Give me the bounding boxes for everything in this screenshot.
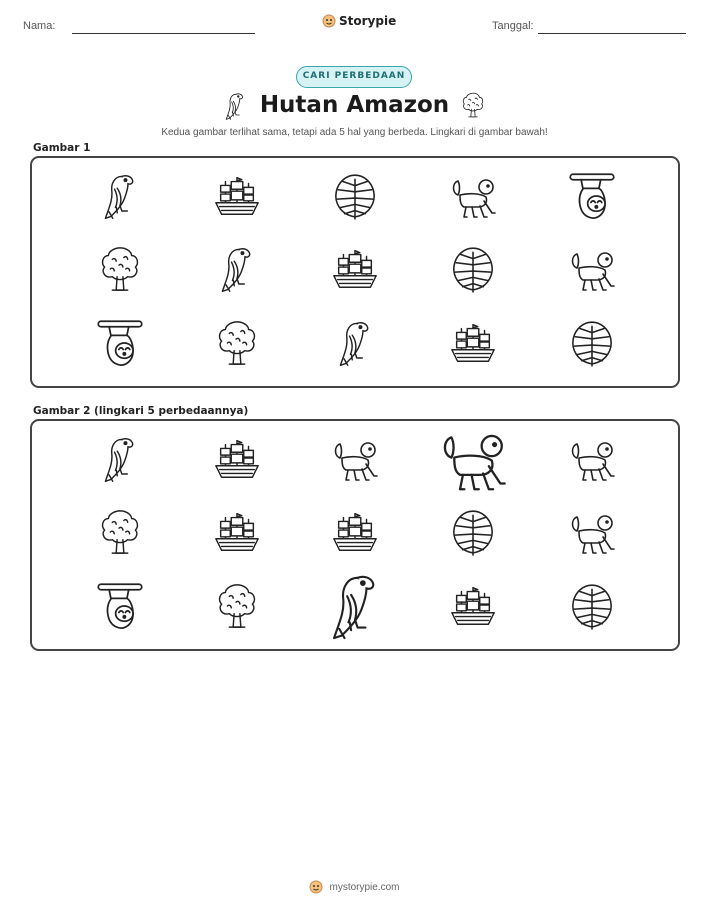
ship-icon[interactable] bbox=[212, 507, 262, 557]
activity-badge: CARI PERBEDAAN bbox=[296, 66, 412, 88]
ship-icon bbox=[212, 171, 262, 221]
tree-icon bbox=[95, 244, 145, 294]
tree-icon[interactable] bbox=[212, 581, 262, 631]
page-title: Hutan Amazon bbox=[259, 92, 450, 118]
monkey-icon bbox=[448, 171, 498, 221]
tree-icon bbox=[461, 91, 485, 119]
monstera-leaf-icon bbox=[448, 244, 498, 294]
picture-2-panel[interactable] bbox=[30, 419, 680, 651]
monkey-icon[interactable] bbox=[437, 423, 509, 495]
sloth-icon[interactable] bbox=[95, 581, 145, 631]
picture-2-label: Gambar 2 (lingkari 5 perbedaannya) bbox=[33, 405, 249, 417]
monkey-icon[interactable] bbox=[567, 507, 617, 557]
monstera-leaf-icon[interactable] bbox=[448, 507, 498, 557]
ship-icon bbox=[330, 244, 380, 294]
monkey-icon bbox=[567, 244, 617, 294]
ship-icon bbox=[448, 318, 498, 368]
date-label: Tanggal: bbox=[492, 20, 534, 32]
ship-icon[interactable] bbox=[448, 581, 498, 631]
ship-icon[interactable] bbox=[330, 507, 380, 557]
parrot-icon[interactable] bbox=[319, 570, 391, 642]
parrot-icon bbox=[330, 318, 380, 368]
monkey-icon[interactable] bbox=[567, 434, 617, 484]
parrot-icon bbox=[212, 244, 262, 294]
picture-1-panel bbox=[30, 156, 680, 388]
date-field-line[interactable] bbox=[538, 33, 686, 34]
monstera-leaf-icon[interactable] bbox=[567, 581, 617, 631]
storypie-logo-icon bbox=[322, 14, 336, 28]
monkey-icon[interactable] bbox=[330, 434, 380, 484]
name-field-line[interactable] bbox=[72, 33, 255, 34]
monstera-leaf-icon bbox=[567, 318, 617, 368]
brand bbox=[322, 14, 396, 28]
picture-1-label: Gambar 1 bbox=[33, 142, 91, 154]
monstera-leaf-icon bbox=[330, 171, 380, 221]
footer bbox=[0, 880, 709, 894]
parrot-icon[interactable] bbox=[95, 434, 145, 484]
brand-name: Storypie bbox=[339, 14, 397, 28]
tree-icon bbox=[212, 318, 262, 368]
footer-site: mystorypie.com bbox=[329, 881, 400, 893]
tree-icon[interactable] bbox=[95, 507, 145, 557]
storypie-logo-icon bbox=[309, 880, 323, 894]
instructions: Kedua gambar terlihat sama, tetapi ada 5 hal yang berbeda. Lingkari di gambar bawah! bbox=[161, 127, 548, 138]
sloth-icon bbox=[567, 171, 617, 221]
name-label: Nama: bbox=[23, 20, 56, 32]
parrot-icon bbox=[95, 171, 145, 221]
ship-icon[interactable] bbox=[212, 434, 262, 484]
sloth-icon bbox=[95, 318, 145, 368]
